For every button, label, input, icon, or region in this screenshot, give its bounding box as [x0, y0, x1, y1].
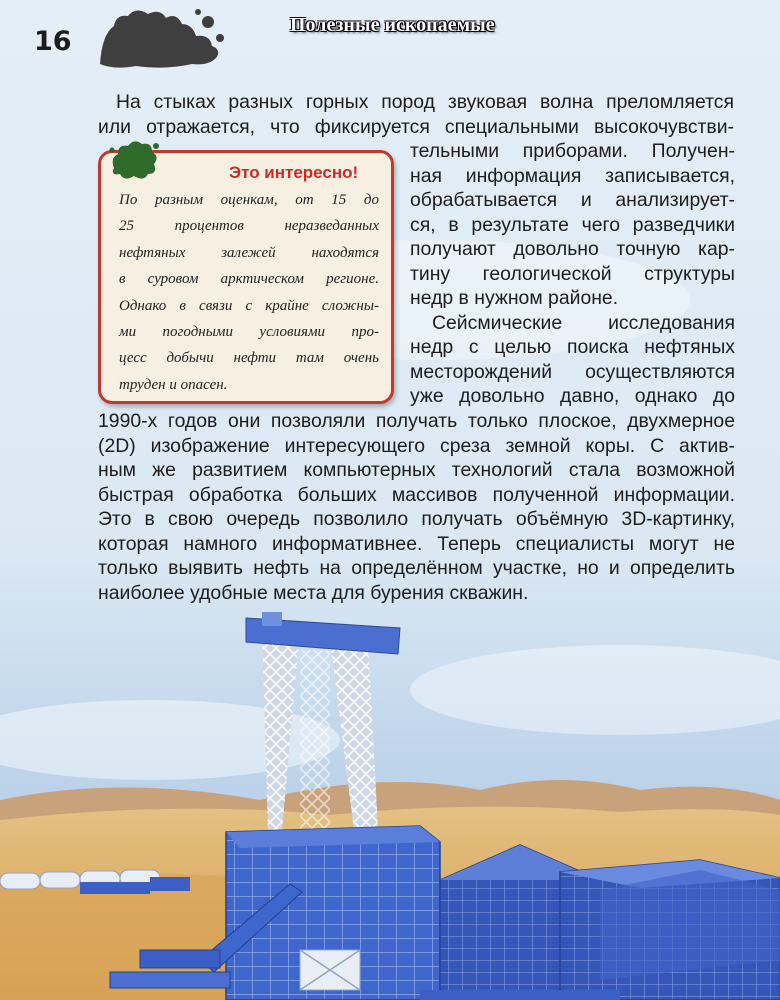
fact-line: в суровом арктическом регионе.	[119, 271, 379, 288]
article-line: тельными приборами. Получен-	[410, 140, 735, 162]
article-line: Это в свою очередь позволило получать объёмную 3D-картинку,	[98, 508, 735, 530]
article-line: обрабатывается и анализирует-	[410, 189, 735, 211]
article-line: ным же развитием компьютерных технологий стала возможной	[98, 459, 735, 481]
fact-line: Однако в связи с крайне сложны-	[119, 297, 379, 314]
fact-box-title: Это интересно!	[229, 163, 359, 182]
green-splash-icon	[108, 138, 160, 182]
fact-line: нефтяных залежей находятся	[119, 244, 379, 261]
article-line: На стыках разных горных пород звуковая волна преломляется	[116, 91, 734, 113]
article-side	[410, 139, 735, 409]
fact-line: По разным оценкам, от 15 до	[119, 192, 379, 208]
fact-line: 25 процентов неразведанных	[119, 218, 379, 235]
article-line: недр в нужном районе.	[410, 287, 619, 309]
fact-line: цесс добычи нефти там очень	[119, 350, 379, 367]
interesting-fact-box	[98, 150, 394, 404]
article-line: ная информация записывается,	[410, 164, 735, 187]
article-line: только выявить нефть на определённом участке, но и определить	[98, 557, 735, 579]
article-line: ся, в результате чего разведчики	[410, 213, 735, 236]
article-line: уже довольно давно, однако до	[410, 385, 735, 407]
article-line: которая намного информативнее. Теперь специалисты могут не	[98, 532, 735, 555]
article-top	[98, 90, 734, 139]
article-line: быстрая обработка больших массивов полученной информации.	[98, 483, 735, 506]
article-line: или отражается, что фиксируется специальными высокочувстви-	[98, 115, 734, 138]
section-title: Полезные ископаемые	[290, 14, 495, 36]
article-line: 1990-х годов они позволяли получать только плоское, двухмерное	[98, 410, 735, 432]
article-line: получают довольно точную кар-	[410, 238, 735, 260]
article-line: месторождений осуществляются	[410, 360, 735, 383]
fact-line: ми погодными условиями про-	[119, 324, 379, 341]
page-number: 16	[34, 26, 72, 57]
article-line: тину геологической структуры	[410, 262, 735, 285]
article-line: (2D) изображение интересующего среза земной коры. С актив-	[98, 434, 735, 457]
fact-line: труден и опасен.	[119, 376, 228, 393]
fact-box-text	[119, 187, 379, 398]
oil-splash-icon	[96, 4, 226, 70]
article-bottom	[98, 409, 735, 605]
article-line: Сейсмические исследования	[432, 311, 735, 334]
article-line: недр с целью поиска нефтяных	[410, 336, 735, 358]
article-line: наиболее удобные места для бурения скважин.	[98, 581, 529, 604]
